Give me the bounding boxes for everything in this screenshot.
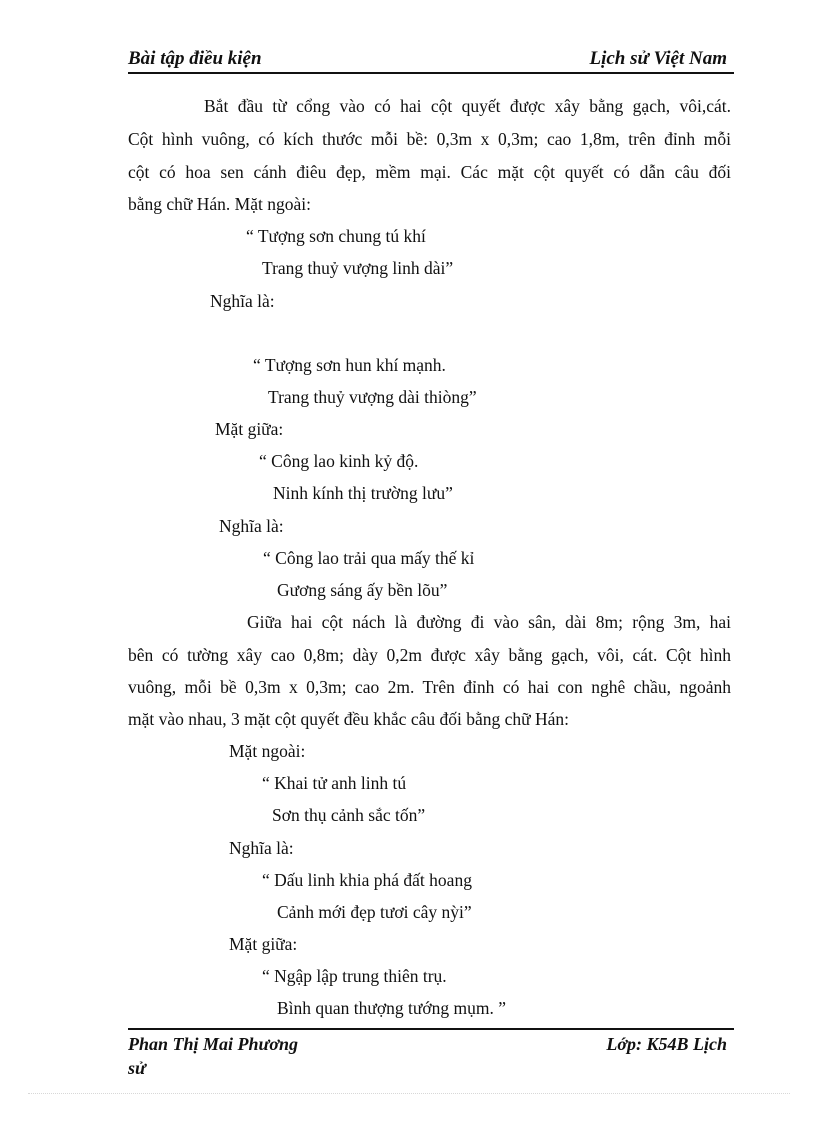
header-rule (128, 72, 734, 74)
verse-line: “ Công lao trải qua mấy thế kỉ (263, 548, 475, 568)
paragraph-line: mặt vào nhau, 3 mặt cột quyết đều khắc câu đối bằng chữ Hán: (128, 709, 570, 729)
paragraph-line: vuông, mỗi bề 0,3m x 0,3m; cao 2m. Trên đỉnh có hai con nghê chầu, ngoảnh (128, 677, 731, 697)
verse-line: Cảnh mới đẹp tươi cây nỳi” (277, 902, 472, 922)
header-left-title: Bài tập điều kiện (128, 48, 262, 69)
verse-line: Gương sáng ấy bền lõu” (277, 580, 448, 600)
footer-class: Lớp: K54B Lịch (606, 1034, 727, 1054)
label-nghia-la: Nghĩa là: (210, 291, 275, 311)
verse-line: “ Tượng sơn hun khí mạnh. (253, 355, 446, 375)
label-mat-giua: Mặt giữa: (215, 419, 284, 439)
label-mat-giua: Mặt giữa: (229, 934, 298, 954)
paragraph-line: bên có tường xây cao 0,8m; dày 0,2m được xây bằng gạch, vôi, cát. Cột hình (128, 645, 731, 665)
page-edge-divider (28, 1093, 790, 1094)
footer-rule (128, 1028, 734, 1030)
verse-line: “ Dấu linh khia phá đất hoang (262, 870, 472, 890)
verse-line: Ninh kính thị trường lưu” (273, 483, 453, 503)
paragraph-line: Bắt đầu từ cổng vào có hai cột quyết được xây bằng gạch, vôi,cát. (204, 96, 731, 116)
page-footer (128, 1034, 731, 1078)
verse-line: Sơn thụ cảnh sắc tốn” (272, 805, 426, 825)
footer-class-wrap: sử (128, 1058, 146, 1078)
label-mat-ngoai: Mặt ngoài: (229, 741, 306, 761)
paragraph-line: Giữa hai cột nách là đường đi vào sân, dài 8m; rộng 3m, hai (247, 612, 731, 632)
verse-line: Trang thuỷ vượng linh dài” (262, 258, 454, 278)
verse-line: “ Khai tử anh linh tú (262, 773, 407, 793)
label-nghia-la: Nghĩa là: (219, 516, 284, 536)
paragraph-line: bằng chữ Hán. Mặt ngoài: (128, 194, 311, 214)
verse-line: “ Ngập lập trung thiên trụ. (262, 966, 447, 986)
verse-line: Trang thuỷ vượng dài thiòng” (268, 387, 477, 407)
footer-author: Phan Thị Mai Phương (128, 1034, 298, 1054)
header-right-title: Lịch sử Việt Nam (589, 48, 727, 69)
verse-line: “ Tượng sơn chung tú khí (246, 226, 426, 246)
verse-line: Bình quan thượng tướng mụm. ” (277, 998, 506, 1018)
paragraph-line: cột có hoa sen cánh điêu đẹp, mềm mại. Các mặt cột quyết có dẫn câu đối (128, 162, 731, 182)
paragraph-line: Cột hình vuông, có kích thước mỗi bề: 0,3m x 0,3m; cao 1,8m, trên đỉnh mỗi (128, 129, 731, 149)
verse-line: “ Công lao kinh kỷ độ. (259, 451, 419, 471)
page-header (128, 48, 731, 72)
label-nghia-la: Nghĩa là: (229, 838, 294, 858)
